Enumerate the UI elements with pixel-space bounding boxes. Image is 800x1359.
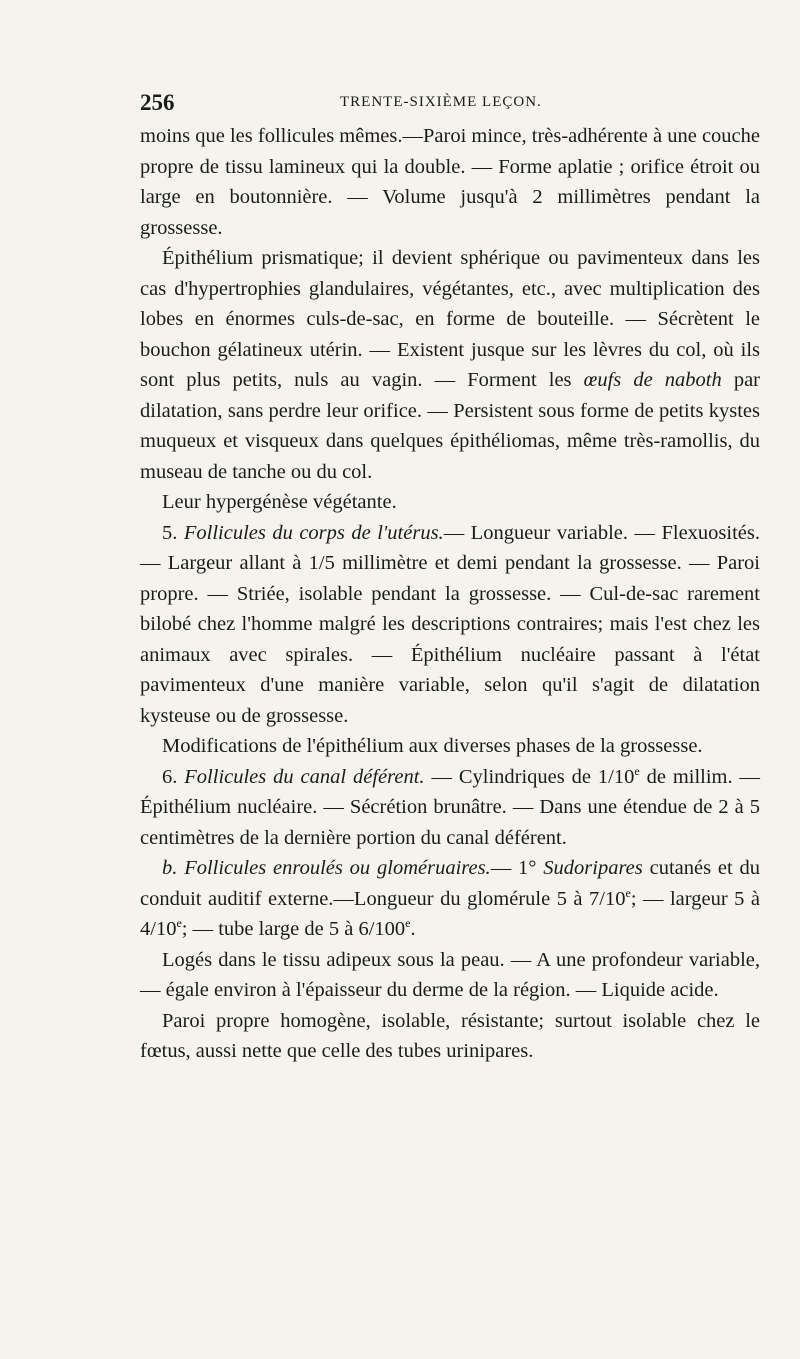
section-5-text: — Longueur variable. — Flexuosités. — Largeur allant à 1/5 millimètre et demi pendant la grossesse. — Paroi propre. — Striée, isolable pendant la grossesse. — Cul-de-sac rarement bilobé chez l'homme malgré les descriptions contraires; mais l'est chez les animaux avec spirales. — Épithélium nucléaire passant à l'état pavimenteux d'une manière variable, selon qu'il s'agit de dilatation kysteuse ou de grossesse. (140, 521, 761, 727)
paragraph-8: Logés dans le tissu adipeux sous la peau. — A une profondeur variable, — égale environ à l'épaisseur du derme de la région. — Liquide acide. (140, 948, 760, 1001)
section-6-title: Follicules du canal déférent. (184, 765, 425, 788)
section-b-text-c: ; — tube large de 5 à 6/100 (181, 918, 406, 940)
section-b-dash: — 1° (490, 857, 537, 879)
running-title: TRENTE-SIXIÈME LEÇON. (340, 94, 542, 110)
page-header (140, 90, 760, 120)
section-5-title: Follicules du corps de l'utérus. (183, 521, 444, 544)
oeufs-de-naboth-term: œufs de naboth (583, 369, 722, 391)
paragraph-9: Paroi propre homogène, isolable, résistante; surtout isolable chez le fœtus, aussi nette que celle des tubes urinipares. (140, 1009, 760, 1062)
section-5-number: 5. (162, 521, 178, 544)
section-b-text-b: ; — largeur 5 à 4/10 (140, 887, 760, 940)
paragraph-2-text: Épithélium prismatique; il devient sphérique ou pavimenteux dans les cas d'hypertrophies glandulaires, végétantes, etc., avec multiplication des lobes en énormes culs-de-sac, en forme de bouteille. — Sécrètent le bouchon gélatineux utérin. — Existent jusque sur les lèvres du col, où ils sont plus petits, nuls au vagin. — Forment les (140, 247, 760, 391)
paragraph-7 (140, 853, 760, 945)
paragraph-2 (140, 243, 760, 487)
paragraph-4 (140, 518, 760, 732)
page-body (140, 121, 760, 1067)
section-b-title: Follicules enroulés ou gloméruaires. (184, 857, 491, 879)
section-b-text-d: . (410, 918, 416, 940)
paragraph-6 (140, 762, 760, 854)
paragraph-5: Modifications de l'épithélium aux diverses phases de la grossesse. (162, 735, 703, 757)
paragraph-2-end: par dilatation, sans perdre leur orifice. — Persistent sous forme de petits kystes muqueux et visqueux dans quelques épithéliomas, même très-ramollis, du museau de tanche ou du col. (140, 369, 760, 483)
sudoripares-term: Sudoripares (543, 857, 643, 879)
section-6-text-b: de millim. — Épithélium nucléaire. — Sécrétion brunâtre. — Dans une étendue de 2 à 5 centimètres de la dernière portion du canal déférent. (140, 765, 761, 849)
superscript: e (405, 916, 411, 931)
section-6-text-a: — Cylindriques de 1/10 (431, 765, 635, 788)
section-b-number: b. (162, 857, 178, 879)
superscript: e (634, 763, 640, 778)
superscript: e (176, 916, 182, 931)
superscript: e (625, 885, 631, 900)
page-number: 256 (140, 90, 175, 115)
paragraph-3: Leur hypergénèse végétante. (162, 491, 397, 513)
paragraph-1: moins que les follicules mêmes.—Paroi mince, très-adhérente à une couche propre de tissu lamineux qui la double. — Forme aplatie ; orifice étroit ou large en boutonnière. — Volume jusqu'à 2 millimètres pendant la grossesse. (140, 125, 760, 239)
section-6-number: 6. (162, 765, 178, 788)
section-b-text-a: cutanés et du conduit auditif externe.—Longueur du glomérule 5 à 7/10 (140, 857, 761, 910)
